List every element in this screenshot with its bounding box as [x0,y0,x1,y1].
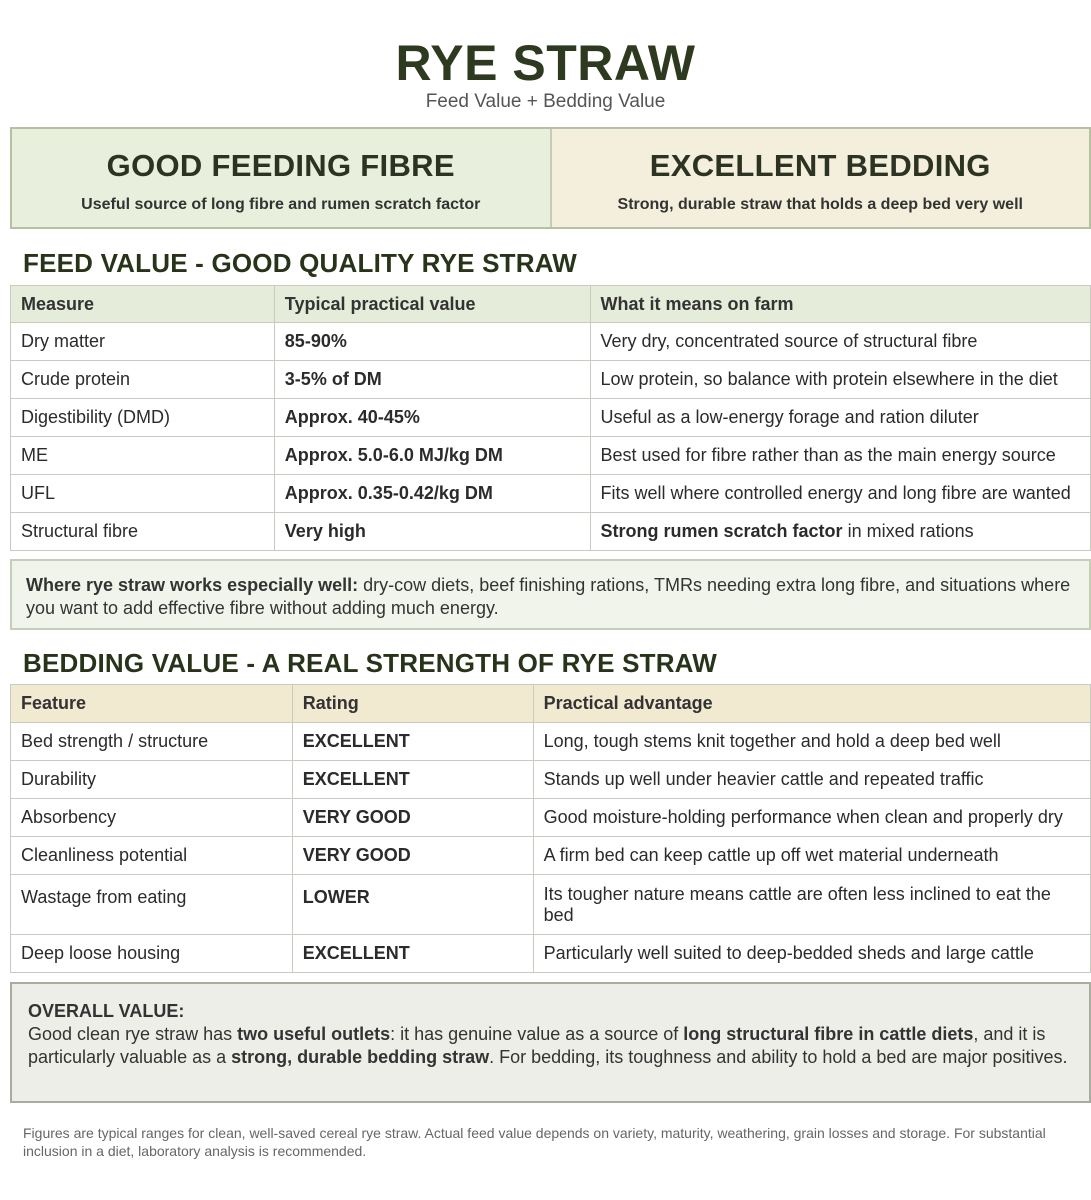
overall-emphasis: strong, durable bedding straw [231,1047,490,1067]
overall-text: : it has genuine value as a source of [390,1024,684,1044]
value-cell: 3-5% of DM [274,361,590,399]
bedding-value-table [10,684,1091,973]
rating-cell: VERY GOOD [292,799,533,837]
rating-cell: EXCELLENT [292,761,533,799]
value-cell: Approx. 40-45% [274,399,590,437]
page-subtitle: Feed Value + Bedding Value [425,91,666,112]
column-header: Typical practical value [274,286,590,323]
rating-cell: LOWER [292,875,533,935]
column-header: What it means on farm [590,286,1091,323]
table-row [11,475,1091,513]
value-cell: Very high [274,513,590,551]
overall-emphasis: two useful outlets [237,1024,391,1044]
value-cell: 85-90% [274,323,590,361]
feature-cell: Deep loose housing [11,935,293,973]
rating-cell: VERY GOOD [292,837,533,875]
meaning-cell: Low protein, so balance with protein elsewhere in the diet [590,361,1091,399]
table-row [11,761,1091,799]
advantage-cell: A firm bed can keep cattle up off wet material underneath [533,837,1090,875]
table-row [11,513,1091,551]
advantage-cell: Good moisture-holding performance when clean and properly dry [533,799,1090,837]
table-row [11,935,1091,973]
table-row [11,799,1091,837]
advantage-cell: Stands up well under heavier cattle and repeated traffic [533,761,1090,799]
advantage-cell: Its tougher nature means cattle are often less inclined to eat the bed [533,875,1090,935]
page-title: RYE STRAW [395,35,696,91]
feed-section-title: FEED VALUE - GOOD QUALITY RYE STRAW [23,248,577,278]
meaning-cell: Very dry, concentrated source of structural fibre [590,323,1091,361]
overall-text: , and it is particularly valuable as a [28,1024,1046,1067]
value-cell: Approx. 0.35-0.42/kg DM [274,475,590,513]
rating-cell: EXCELLENT [292,723,533,761]
table-header-row [11,685,1091,723]
column-header: Measure [11,286,275,323]
rating-cell: EXCELLENT [292,935,533,973]
measure-cell: UFL [11,475,275,513]
column-header: Feature [11,685,293,723]
advantage-cell: Long, tough stems knit together and hold a deep bed well [533,723,1090,761]
table-row [11,837,1091,875]
table-row [11,437,1091,475]
table-row [11,875,1091,935]
overall-value-box [10,982,1091,1103]
feature-cell: Cleanliness potential [11,837,293,875]
meaning-emphasis: Strong rumen scratch factor [600,521,843,541]
bedding-summary-heading: EXCELLENT BEDDING [649,148,991,183]
feed-usage-note [10,559,1091,630]
measure-cell: Structural fibre [11,513,275,551]
feeding-summary-panel [12,129,552,227]
feature-cell: Durability [11,761,293,799]
feeding-summary-desc: Useful source of long fibre and rumen scratch factor [81,196,481,213]
overall-text: Good clean rye straw has [28,1024,238,1044]
table-header-row [11,286,1091,323]
footnote: Figures are typical ranges for clean, well-saved cereal rye straw. Actual feed value depends on variety, maturity, weathering, grain losses and storage. For substantial inclusion in a diet, laboratory analysis is recommended. [23,1125,1046,1159]
overall-emphasis: long structural fibre in cattle diets [683,1024,974,1044]
feature-cell: Bed strength / structure [11,723,293,761]
overall-text: . For bedding, its toughness and ability to hold a bed are major positives. [489,1047,1068,1067]
measure-cell: Dry matter [11,323,275,361]
column-header: Rating [292,685,533,723]
feeding-summary-heading: GOOD FEEDING FIBRE [106,148,455,183]
bedding-summary-panel [552,129,1090,227]
note-text: dry-cow diets, beef finishing rations, TMRs needing extra long fibre, and situations where you want to add effective fibre without adding much energy. [26,575,1071,618]
table-row [11,361,1091,399]
meaning-cell: Best used for fibre rather than as the main energy source [590,437,1091,475]
measure-cell: Crude protein [11,361,275,399]
meaning-cell [590,513,1091,551]
column-header: Practical advantage [533,685,1090,723]
bedding-summary-desc: Strong, durable straw that holds a deep bed very well [617,196,1023,213]
bedding-section-title: BEDDING VALUE - A REAL STRENGTH OF RYE STRAW [23,648,717,678]
table-row [11,723,1091,761]
feed-value-table [10,285,1091,551]
advantage-cell: Particularly well suited to deep-bedded sheds and large cattle [533,935,1090,973]
meaning-cell: Fits well where controlled energy and long fibre are wanted [590,475,1091,513]
feature-cell: Absorbency [11,799,293,837]
overall-heading: OVERALL VALUE: [28,1001,185,1021]
table-row [11,323,1091,361]
note-heading: Where rye straw works especially well: [26,575,359,595]
value-cell: Approx. 5.0-6.0 MJ/kg DM [274,437,590,475]
measure-cell: Digestibility (DMD) [11,399,275,437]
meaning-cell: Useful as a low-energy forage and ration diluter [590,399,1091,437]
feature-cell: Wastage from eating [11,875,293,935]
meaning-text: in mixed rations [842,521,974,541]
measure-cell: ME [11,437,275,475]
table-row [11,399,1091,437]
summary-banner [10,127,1091,229]
